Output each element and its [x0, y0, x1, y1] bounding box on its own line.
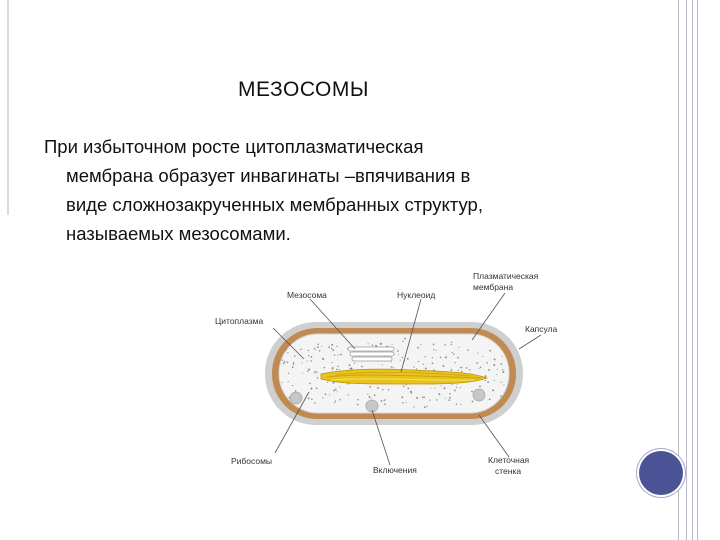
- ribosome-dot: [477, 353, 478, 354]
- ribosome-dot: [467, 350, 468, 351]
- ribosome-dot: [283, 363, 285, 365]
- ribosome-dot: [413, 406, 414, 407]
- ribosome-dot: [336, 369, 338, 371]
- ribosome-dot: [308, 350, 309, 351]
- ribosome-dot: [417, 347, 419, 349]
- ribosome-dot: [340, 354, 342, 356]
- label-plasma-membrane-1: Плазматическая: [473, 271, 539, 281]
- ribosome-dot: [451, 342, 452, 343]
- ribosome-dot: [334, 355, 335, 356]
- ribosome-dot: [335, 400, 336, 401]
- ribosome-dot: [339, 399, 340, 400]
- ribosome-dot: [324, 367, 326, 369]
- ribosome-dot: [308, 397, 310, 399]
- ribosome-dot: [398, 354, 399, 355]
- ribosome-dot: [335, 389, 337, 391]
- ribosome-dot: [401, 396, 403, 398]
- ribosome-dot: [284, 361, 286, 363]
- slide-bullet-circle: [639, 451, 683, 495]
- ribosome-dot: [339, 387, 340, 388]
- ribosome-dot: [393, 367, 394, 368]
- ribosome-dot: [478, 368, 479, 369]
- ribosome-dot: [461, 371, 463, 373]
- slide-paragraph: [44, 132, 624, 248]
- ribosome-dot: [333, 389, 335, 391]
- ribosome-dot: [385, 399, 386, 400]
- ribosome-dot: [486, 362, 488, 364]
- ribosome-dot: [494, 380, 495, 381]
- ribosome-dot: [331, 344, 333, 346]
- label-inclusions: Включения: [373, 465, 417, 475]
- ribosome-dot: [338, 354, 339, 355]
- ribosome-dot: [502, 369, 503, 370]
- ribosome-dot: [322, 358, 324, 360]
- ribosome-dot: [308, 355, 309, 356]
- ribosome-dot: [497, 369, 498, 370]
- ribosome-dot: [332, 369, 333, 370]
- label-capsule: Капсула: [525, 324, 558, 334]
- ribosome-dot: [300, 348, 301, 349]
- ribosome-dot: [502, 371, 504, 373]
- ribosome-dot: [445, 356, 447, 358]
- ribosome-dot: [311, 388, 313, 390]
- left-decorative-rule: [7, 0, 9, 215]
- ribosome-dot: [295, 390, 296, 391]
- ribosome-dot: [369, 386, 371, 388]
- ribosome-dot: [460, 367, 462, 369]
- ribosome-dot: [416, 397, 418, 399]
- ribosome-dot: [485, 375, 487, 377]
- ribosome-dot: [423, 364, 424, 365]
- inclusion-granule: [473, 389, 485, 401]
- ribosome-dot: [494, 358, 496, 360]
- ribosome-dot: [367, 394, 368, 395]
- ribosome-dot: [348, 394, 349, 395]
- ribosome-dot: [432, 357, 433, 358]
- ribosome-dot: [287, 362, 289, 364]
- ribosome-dot: [472, 401, 474, 403]
- ribosome-dot: [440, 357, 442, 359]
- ribosome-dot: [451, 369, 453, 371]
- ribosome-dot: [338, 369, 339, 370]
- ribosome-dot: [357, 399, 359, 401]
- ribosome-dot: [316, 388, 318, 390]
- ribosome-dot: [482, 356, 483, 357]
- ribosome-dot: [294, 355, 296, 357]
- ribosome-dot: [469, 369, 470, 370]
- ribosome-dot: [407, 358, 409, 360]
- paragraph-line-1: При избыточном росте цитоплазматическая: [44, 136, 424, 157]
- ribosome-dot: [287, 352, 288, 353]
- ribosome-dot: [479, 386, 481, 388]
- ribosome-dot: [322, 397, 323, 398]
- ribosome-dot: [433, 344, 435, 346]
- ribosome-dot: [380, 343, 382, 345]
- ribosome-dot: [384, 403, 386, 405]
- ribosome-dot: [317, 344, 319, 346]
- ribosome-dot: [310, 360, 312, 362]
- ribosome-dot: [388, 389, 389, 390]
- ribosome-dot: [333, 382, 335, 384]
- ribosome-dot: [454, 390, 456, 392]
- ribosome-dot: [317, 377, 318, 378]
- ribosome-dot: [420, 344, 421, 345]
- ribosome-dot: [308, 369, 310, 371]
- ribosome-dot: [332, 349, 334, 351]
- ribosome-dot: [288, 381, 289, 382]
- inclusion-granule: [290, 392, 302, 404]
- ribosome-dot: [492, 389, 494, 391]
- ribosome-dot: [314, 347, 315, 348]
- ribosome-dot: [314, 373, 315, 374]
- ribosome-dot: [309, 383, 311, 385]
- ribosome-dot: [456, 384, 457, 385]
- label-nucleoid: Нуклеоид: [397, 290, 436, 300]
- ribosome-dot: [471, 391, 473, 393]
- ribosome-dot: [445, 398, 446, 399]
- ribosome-dot: [454, 362, 455, 363]
- ribosome-dot: [488, 369, 490, 371]
- ribosome-dot: [434, 388, 435, 389]
- ribosome-dot: [448, 399, 450, 401]
- ribosome-dot: [334, 402, 335, 403]
- ribosome-dot: [433, 349, 434, 350]
- ribosome-dot: [392, 344, 393, 345]
- ribosome-dot: [314, 402, 316, 404]
- ribosome-dot: [361, 366, 363, 368]
- ribosome-dot: [407, 387, 409, 389]
- ribosome-dot: [425, 356, 426, 357]
- ribosome-dot: [319, 350, 321, 352]
- ribosome-dot: [489, 350, 491, 352]
- ribosome-dot: [418, 361, 419, 362]
- paragraph-line-2: мембрана образует инвагинаты –впячивания в: [66, 165, 471, 186]
- ribosome-dot: [449, 393, 451, 395]
- ribosome-dot: [314, 371, 316, 373]
- ribosome-dot: [432, 362, 434, 364]
- ribosome-dot: [444, 387, 446, 389]
- ribosome-dot: [337, 366, 339, 368]
- ribosome-dot: [292, 385, 293, 386]
- ribosome-dot: [325, 393, 327, 395]
- ribosome-dot: [451, 384, 452, 385]
- ribosome-dot: [496, 374, 497, 375]
- right-decorative-border: [678, 0, 720, 540]
- ribosome-dot: [431, 388, 432, 389]
- ribosome-dot: [402, 341, 403, 342]
- ribosome-dot: [311, 398, 313, 400]
- label-cell-wall-1: Клеточная: [488, 455, 530, 465]
- ribosome-dot: [382, 389, 383, 390]
- paragraph-line-4: называемых мезосомами.: [66, 223, 291, 244]
- ribosome-dot: [288, 373, 289, 374]
- ribosome-dot: [351, 368, 353, 370]
- label-plasma-membrane-2: мембрана: [473, 282, 514, 292]
- ribosome-dot: [500, 395, 502, 397]
- ribosome-dot: [285, 349, 287, 351]
- ribosome-dot: [282, 360, 283, 361]
- ribosome-dot: [357, 404, 359, 406]
- ribosome-dot: [282, 382, 283, 383]
- ribosome-dot: [416, 368, 417, 369]
- ribosome-dot: [425, 367, 427, 369]
- ribosome-dot: [372, 345, 373, 346]
- ribosome-dot: [444, 344, 445, 345]
- ribosome-dot: [316, 372, 317, 373]
- ribosome-dot: [375, 345, 377, 347]
- ribosome-dot: [331, 348, 333, 350]
- ribosome-dot: [485, 380, 486, 381]
- ribosome-dot: [331, 362, 332, 363]
- ribosome-dot: [381, 400, 383, 402]
- ribosome-dot: [405, 402, 406, 403]
- ribosome-dot: [329, 395, 330, 396]
- ribosome-dot: [382, 364, 383, 365]
- ribosome-dot: [413, 366, 414, 367]
- label-mesosome: Мезосома: [287, 290, 327, 300]
- ribosome-dot: [402, 357, 403, 358]
- ribosome-dot: [402, 402, 404, 404]
- ribosome-dot: [424, 406, 426, 408]
- ribosome-dot: [302, 373, 303, 374]
- ribosome-dot: [328, 346, 330, 348]
- ribosome-dot: [500, 363, 502, 365]
- ribosome-dot: [460, 404, 461, 405]
- ribosome-dot: [368, 343, 369, 344]
- ribosome-dot: [493, 364, 495, 366]
- paragraph-line-3: виде сложнозакрученных мембранных структур,: [66, 194, 483, 215]
- ribosome-dot: [370, 398, 371, 399]
- ribosome-dot: [502, 356, 503, 357]
- ribosome-dot: [466, 367, 468, 369]
- ribosome-dot: [336, 346, 337, 347]
- ribosome-dot: [443, 365, 445, 367]
- ribosome-dot: [456, 403, 457, 404]
- ribosome-dot: [354, 363, 355, 364]
- ribosome-dot: [452, 352, 453, 353]
- ribosome-dot: [460, 387, 461, 388]
- ribosome-dot: [307, 371, 308, 372]
- ribosome-dot: [307, 361, 308, 362]
- bacterial-cell-diagram: [205, 265, 570, 480]
- ribosome-dot: [377, 387, 379, 389]
- ribosome-dot: [400, 360, 401, 361]
- ribosome-dot: [476, 362, 478, 364]
- ribosome-dot: [456, 387, 457, 388]
- ribosome-dot: [349, 364, 351, 366]
- ribosome-dot: [489, 399, 491, 401]
- label-cytoplasm: Цитоплазма: [215, 316, 264, 326]
- ribosome-dot: [403, 385, 405, 387]
- ribosome-dot: [459, 347, 460, 348]
- ribosome-dot: [301, 362, 302, 363]
- ribosome-dot: [449, 397, 451, 399]
- ribosome-dot: [391, 366, 392, 367]
- ribosome-dot: [458, 370, 459, 371]
- ribosome-dot: [317, 346, 319, 348]
- ribosome-dot: [503, 384, 504, 385]
- ribosome-dot: [435, 350, 436, 351]
- ribosome-dot: [480, 367, 482, 369]
- ribosome-dot: [293, 363, 294, 364]
- ribosome-dot: [411, 392, 413, 394]
- label-cell-wall-2: стенка: [495, 466, 522, 476]
- ribosome-dot: [501, 382, 502, 383]
- label-ribosomes: Рибосомы: [231, 456, 273, 466]
- ribosome-dot: [311, 356, 313, 358]
- ribosome-dot: [438, 393, 440, 395]
- ribosome-dot: [321, 346, 322, 347]
- ribosome-dot: [457, 357, 459, 359]
- ribosome-dot: [337, 391, 338, 392]
- ribosome-dot: [315, 349, 316, 350]
- ribosome-dot: [487, 381, 489, 383]
- ribosome-dot: [453, 353, 455, 355]
- ribosome-dot: [424, 396, 425, 397]
- ribosome-dot: [397, 350, 399, 352]
- ribosome-dot: [369, 396, 371, 398]
- slide-title: МЕЗОСОМЫ: [238, 78, 369, 101]
- ribosome-dot: [327, 382, 328, 383]
- ribosome-dot: [426, 406, 427, 407]
- ribosome-dot: [436, 399, 437, 400]
- ribosome-dot: [441, 385, 442, 386]
- ribosome-dot: [404, 338, 406, 340]
- ribosome-dot: [292, 366, 294, 368]
- ribosome-dot: [391, 361, 392, 362]
- ribosome-dot: [422, 397, 424, 399]
- ribosome-dot: [374, 394, 376, 396]
- ribosome-dot: [451, 344, 452, 345]
- ribosome-dot: [293, 362, 294, 363]
- ribosome-dot: [332, 367, 334, 369]
- mesosome-structure: [348, 347, 394, 361]
- ribosome-dot: [429, 399, 430, 400]
